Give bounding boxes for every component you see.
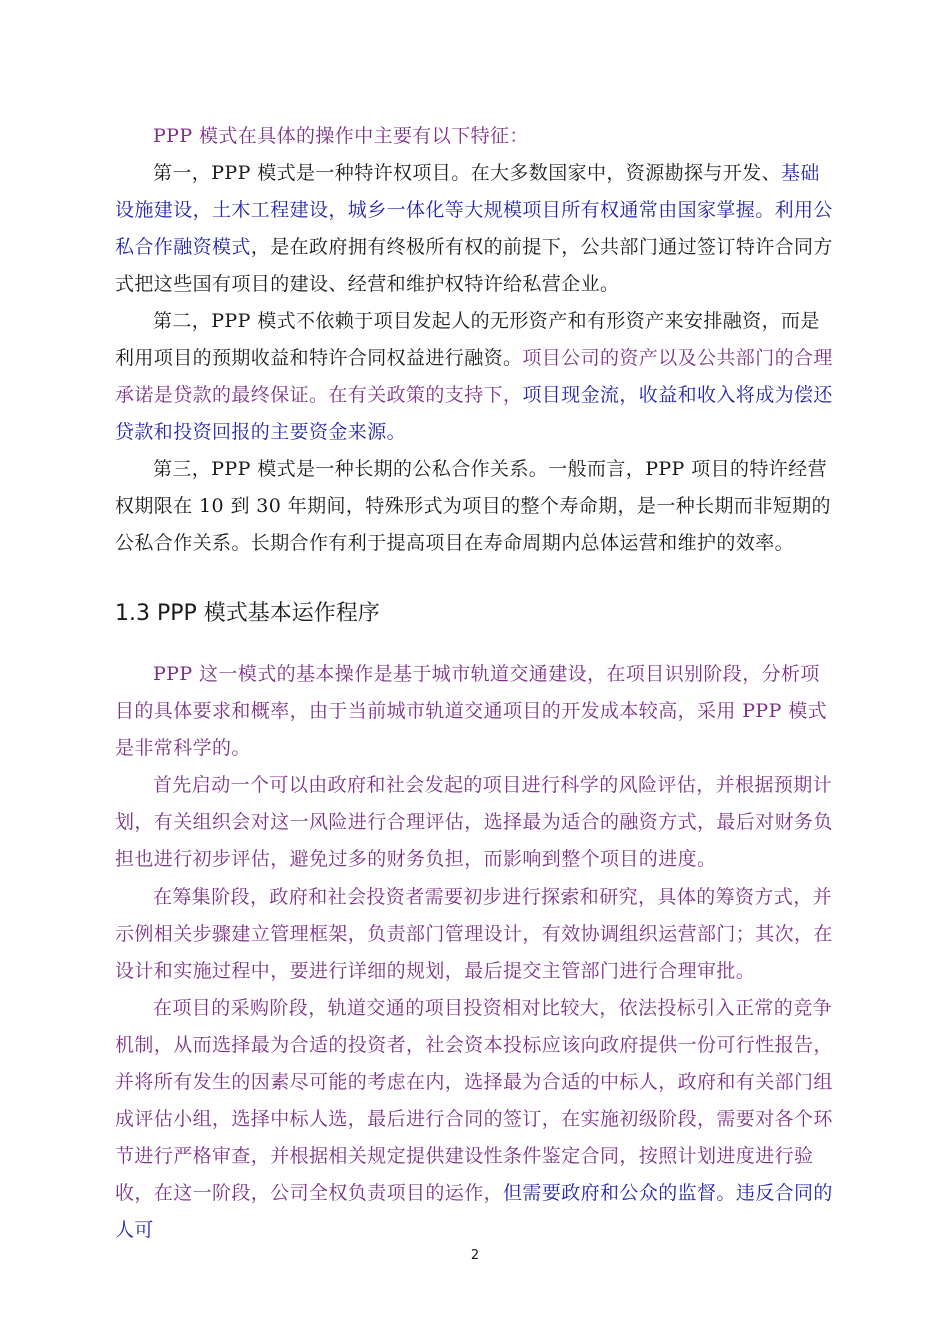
text-segment: 但需要政府和公众的监督。违反合同的人可: [115, 1182, 833, 1241]
text-segment: PPP 模式在具体的操作中主要有以下特征：: [153, 125, 529, 147]
paragraph-procurement-stage: [115, 990, 837, 1249]
text-segment: 基础设施建设，土木工程建设，城乡一体化等大规模项目所有权通常由国家掌握。利用公私合作融资模式: [115, 162, 833, 258]
text-segment: 首先启动一个可以由政府和社会发起的项目进行科学的风险评估，并根据预期计划，有关组织会对这一风险进行合理评估，选择最为适合的融资方式，最后对财务负担也进行初步评估，避免过多的财务负担，而影响到整个项目的进度。: [115, 774, 833, 870]
paragraph-feature-three: [115, 451, 837, 562]
page-number: 2: [470, 1248, 480, 1263]
paragraph-features-intro: [115, 118, 837, 155]
section-heading: 1.3 PPP 模式基本运作程序: [115, 601, 380, 626]
text-segment: PPP 这一模式的基本操作是基于城市轨道交通建设，在项目识别阶段，分析项目的具体要求和概率，由于当前城市轨道交通项目的开发成本较高，采用 PPP 模式是非常科学的。: [115, 663, 828, 759]
text-segment: 项目现金流，收益和收入将成为偿还贷款和投资回报的主要资金来源。: [115, 384, 833, 443]
text-segment: 在项目的采购阶段，轨道交通的项目投资相对比较大，依法投标引入正常的竞争机制，从而选择最为合适的投资者，社会资本投标应该向政府提供一份可行性报告，并将所有发生的因素尽可能的考虑在内，选择最为合适的中标人，政府和有关部门组成评估小组，选择中标人选，最后进行合同的签订，在实施初级阶段，需要对各个环节进行严格审查，并根据相关规定提供建设性条件鉴定合同，按照计划进度进行验收，在这一阶段，公司全权负责项目的运作，: [115, 997, 833, 1204]
paragraph-risk-assessment: [115, 767, 837, 878]
text-segment: 在筹集阶段，政府和社会投资者需要初步进行探索和研究，具体的筹资方式，并示例相关步骤建立管理框架，负责部门管理设计，有效协调组织运营部门；其次，在设计和实施过程中，要进行详细的规划，最后提交主管部门进行合理审批。: [115, 886, 833, 982]
paragraph-fundraising-stage: [115, 879, 837, 990]
text-segment: 第三，PPP 模式是一种长期的公私合作关系。一般而言，PPP 项目的特许经营权期限在 10 到 30 年期间，特殊形式为项目的整个寿命期，是一种长期而非短期的公私合作关系。长期合作有利于提高项目在寿命周期内总体运营和维护的效率。: [115, 458, 831, 554]
text-segment: 项目公司的资产以及公共部门的合理承诺是贷款的最终保证。在有关政策的支持下，: [115, 347, 833, 406]
paragraph-basic-operation: [115, 656, 837, 767]
text-segment: 第一，PPP 模式是一种特许权项目。在大多数国家中，资源勘探与开发、: [153, 162, 781, 184]
paragraph-feature-one: [115, 155, 837, 303]
text-segment: 第二，PPP 模式不依赖于项目发起人的无形资产和有形资产来安排融资，而是利用项目的预期收益和特许合同权益进行融资。: [115, 310, 820, 369]
text-segment: ，是在政府拥有终极所有权的前提下，公共部门通过签订特许合同方式把这些国有项目的建设、经营和维护权特许给私营企业。: [115, 236, 833, 295]
paragraph-feature-two: [115, 303, 837, 451]
